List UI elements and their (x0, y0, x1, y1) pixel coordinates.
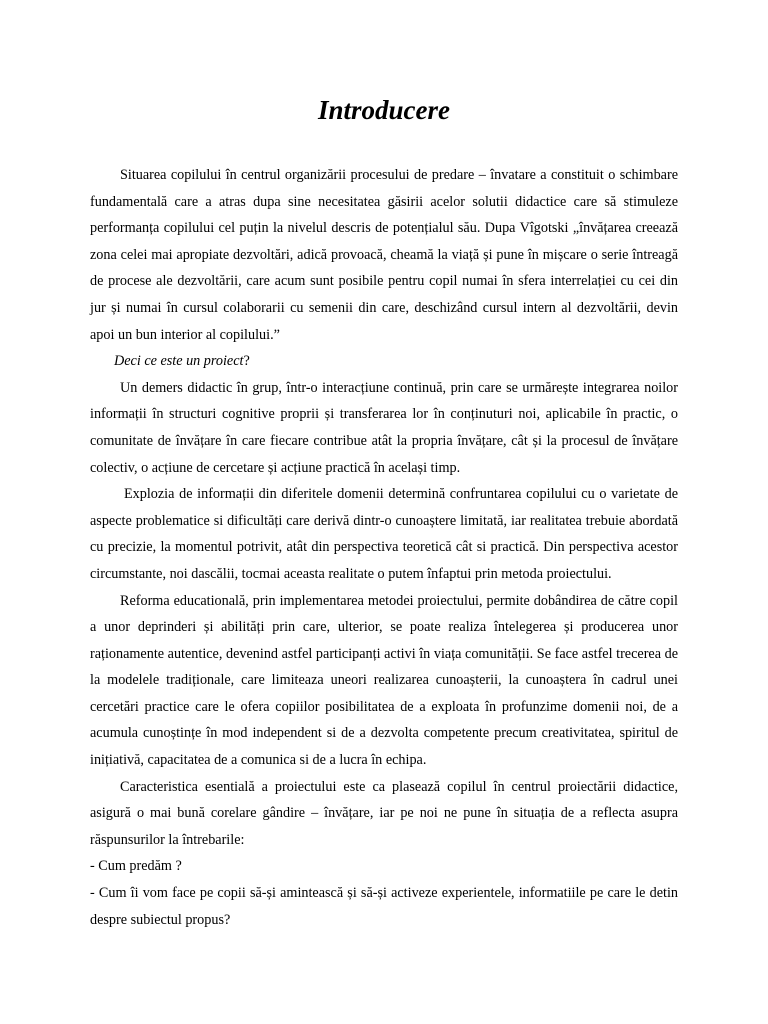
paragraph-reforma: Reforma educatională, prin implementarea metodei proiectului, permite dobândirea de către copil a unor deprinderi și abilități prin care, ulterior, se poate realiza întelegerea și producerea unor raționamente autentice, devenind astfel participanți activi în viața comunității. Se face astfel trecerea de la modelele tradiționale, care limiteaza uneori realizarea cunoașterii, la cunoaștera în cadrul unei cercetări practice care le ofera copiilor posibilitatea de a exploata în profunzime domenii noi, de a acumula cunoștințe în mod independent si de a dezvolta competente precum creativitatea, spiritul de inițiativă, capacitatea de a comunica si de a lucra în echipa. (90, 592, 678, 769)
paragraph-explozia: Explozia de informații din diferitele domenii determină confruntarea copilului cu o varietate de aspecte problematice si dificultăți care derivă dintr-o cunoaștere limitată, iar realitatea trebuie abordată cu precizie, la momentul potrivit, atât din perspectiva teoretică cât si practică. Din perspectiva acestor circumstante, noi dascălii, tocmai aceasta realitate o putem înfaptui prin metoda proiectului. (90, 486, 678, 582)
paragraph-demers: Un demers didactic în grup, într-o interacțiune continuă, prin care se urmărește integrarea noilor informații în structuri cognitive proprii și transferarea lor în conținuturi noi, aplicabile în practic, o comunitate de învățare în care fiecare contribue atât la propria învățare, cât și la procesul de învățare colectiv, o acțiune de cercetare și acțiune practică în același timp. (90, 379, 678, 476)
paragraph-situarea: Situarea copilului în centrul organizării procesului de predare – învatare a constituit o schimbare fundamentală care a atras dupa sine necesitatea găsirii acelor solutii didactice care să stimuleze performanța copilului cel puțin la nivelul descris de potențialul său. Dupa Vîgotski „învățarea creează zona celei mai apropiate dezvoltări, adică provoacă, cheamă la viață și pune în mișcare o serie întreagă de procese ale dezvoltării, care acum sunt posibile pentru copil numai în sfera interrelației cu cei din jur și numai în cursul colaborarii cu semenii din care, deschizând cursul intern al dezvoltării, devin apoi un bun interior al copilului.” (90, 167, 678, 343)
question-mark: ? (243, 353, 250, 370)
question-italic: Deci ce este un proiect (114, 353, 244, 370)
list-item-cum-ii-vom-face: - Cum îi vom face pe copii să-și amintească și să-și activeze experientele, informatiile pe care le detin despre subiectul propus? (90, 885, 678, 928)
paragraph-caracteristica: Caracteristica esentială a proiectului este ca plasează copilul în centrul proiectării didactice, asigură o mai bună corelare gândire – învățare, iar pe noi ne pune în situația de a reflecta asupra răspunsurilor la întrebarile: (90, 778, 678, 848)
question-line (90, 348, 678, 375)
document-page (90, 92, 678, 933)
list-item-cum-predam: - Cum predăm ? (90, 858, 182, 875)
page-title: Introducere (317, 95, 450, 125)
